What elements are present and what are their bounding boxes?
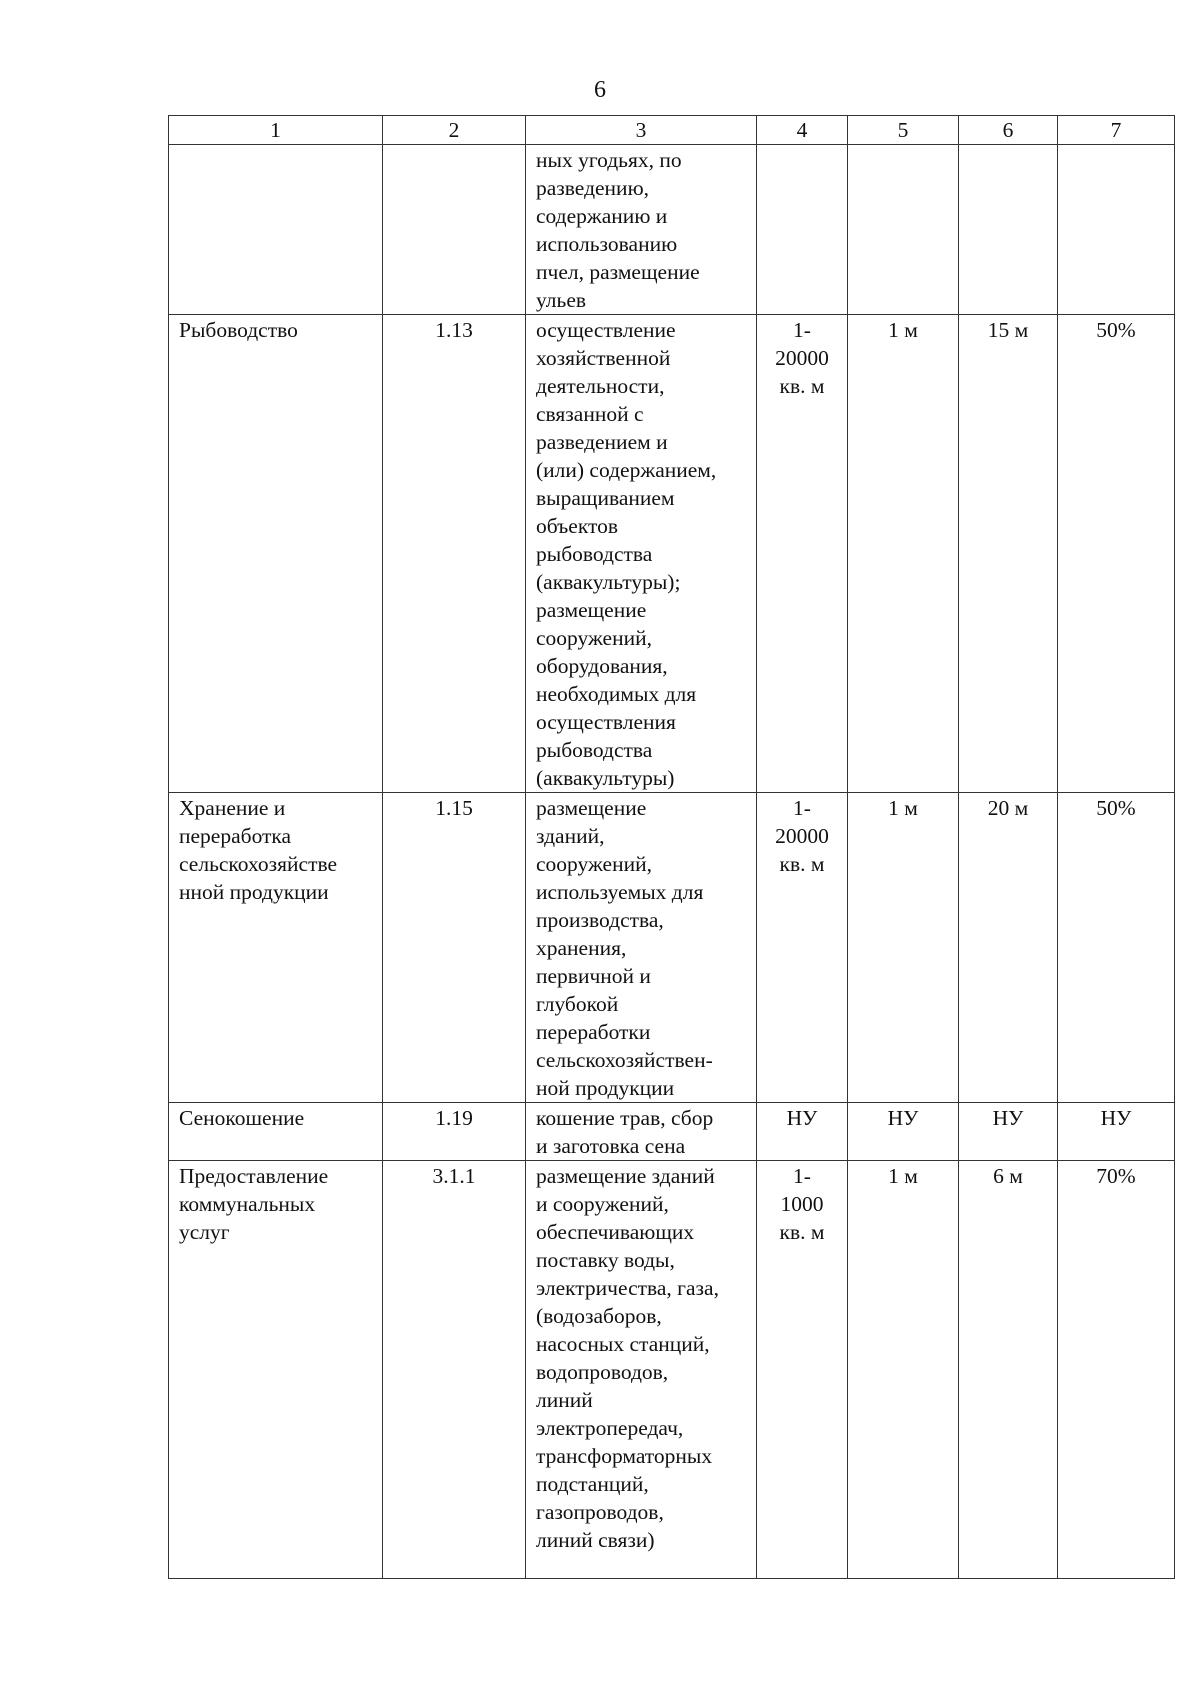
use-description-cell: размещение зданий, сооружений, используемых для производства, хранения, первичной и глубокой переработки сельскохозяйствен- ной продукции	[526, 793, 757, 1103]
coverage-cell	[1058, 145, 1175, 315]
table-row	[169, 1103, 1175, 1161]
plot-area-cell: 1- 1000 кв. м	[757, 1161, 848, 1579]
plot-area-cell: НУ	[757, 1103, 848, 1161]
use-code-cell: 1.15	[383, 793, 526, 1103]
use-name-cell: Сенокошение	[169, 1103, 383, 1161]
page-number: 6	[594, 77, 606, 103]
use-description-cell: ных угодьях, по разведению, содержанию и использованию пчел, размещение ульев	[526, 145, 757, 315]
table-row	[169, 145, 1175, 315]
column-header: 6	[959, 116, 1058, 145]
column-header: 3	[526, 116, 757, 145]
plot-area-cell	[757, 145, 848, 315]
land-use-table	[168, 115, 1175, 1579]
column-header: 1	[169, 116, 383, 145]
min-setback-cell: 1 м	[848, 793, 959, 1103]
use-name-cell	[169, 145, 383, 315]
plot-area-cell: 1- 20000 кв. м	[757, 315, 848, 793]
use-description-cell: размещение зданий и сооружений, обеспечивающих поставку воды, электричества, газа, (водозаборов, насосных станций, водопроводов, линий электропередач, трансформаторных подстанций, газопроводов, линий связи)	[526, 1161, 757, 1579]
use-name-cell: Рыбоводство	[169, 315, 383, 793]
table-row	[169, 793, 1175, 1103]
table-header-row	[169, 116, 1175, 145]
max-height-cell: 6 м	[959, 1161, 1058, 1579]
min-setback-cell: 1 м	[848, 1161, 959, 1579]
plot-area-cell: 1- 20000 кв. м	[757, 793, 848, 1103]
min-setback-cell: 1 м	[848, 315, 959, 793]
max-height-cell: НУ	[959, 1103, 1058, 1161]
use-code-cell	[383, 145, 526, 315]
use-code-cell: 1.19	[383, 1103, 526, 1161]
use-description-cell: кошение трав, сбор и заготовка сена	[526, 1103, 757, 1161]
coverage-cell: НУ	[1058, 1103, 1175, 1161]
column-header: 4	[757, 116, 848, 145]
min-setback-cell	[848, 145, 959, 315]
coverage-cell: 70%	[1058, 1161, 1175, 1579]
use-code-cell: 3.1.1	[383, 1161, 526, 1579]
max-height-cell: 15 м	[959, 315, 1058, 793]
column-header: 5	[848, 116, 959, 145]
column-header: 7	[1058, 116, 1175, 145]
use-code-cell: 1.13	[383, 315, 526, 793]
table-row	[169, 1161, 1175, 1579]
column-header: 2	[383, 116, 526, 145]
table-row	[169, 315, 1175, 793]
coverage-cell: 50%	[1058, 793, 1175, 1103]
min-setback-cell: НУ	[848, 1103, 959, 1161]
max-height-cell	[959, 145, 1058, 315]
use-name-cell: Предоставление коммунальных услуг	[169, 1161, 383, 1579]
use-description-cell: осуществление хозяйственной деятельности, связанной с разведением и (или) содержанием, выращиванием объектов рыбоводства (аквакультуры); размещение сооружений, оборудования, необходимых для осуществления рыбоводства (аквакультуры)	[526, 315, 757, 793]
use-name-cell: Хранение и переработка сельскохозяйстве нной продукции	[169, 793, 383, 1103]
coverage-cell: 50%	[1058, 315, 1175, 793]
max-height-cell: 20 м	[959, 793, 1058, 1103]
